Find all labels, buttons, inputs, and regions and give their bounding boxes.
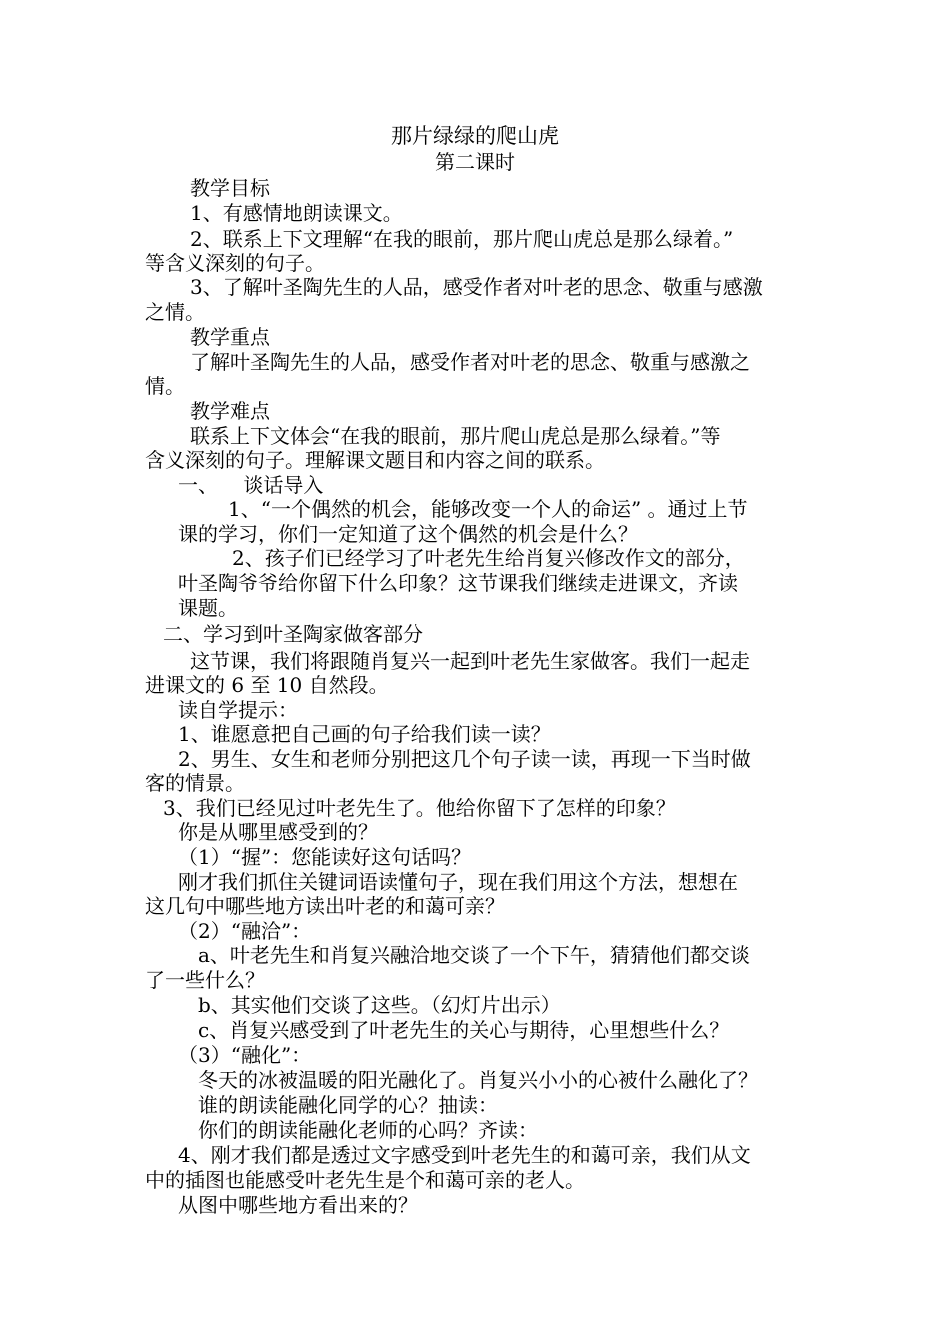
text-line: 了一些什么？ — [145, 968, 265, 992]
document-subtitle: 第二课时 — [435, 150, 515, 174]
text-line: 你是从哪里感受到的？ — [178, 820, 378, 844]
text-line: 谁的朗读能融化同学的心？抽读： — [198, 1093, 498, 1117]
text-line: （2）“融洽”： — [178, 919, 312, 943]
text-line: 叶圣陶爷爷给你留下什么印象？这节课我们继续走进课文，齐读 — [178, 571, 738, 595]
section-heading-intro: 一、 谈话导入 — [178, 473, 324, 497]
text-line: 从图中哪些地方看出来的？ — [178, 1193, 418, 1217]
text-line: 等含义深刻的句子。 — [145, 251, 325, 275]
text-line: 2、联系上下文理解“在我的眼前，那片爬山虎总是那么绿着。” — [190, 227, 734, 251]
document-title: 那片绿绿的爬山虎 — [391, 124, 559, 148]
section-heading-objectives: 教学目标 — [190, 176, 270, 200]
text-line: 这节课，我们将跟随肖复兴一起到叶老先生家做客。我们一起走 — [190, 649, 750, 673]
text-line: 中的插图也能感受叶老先生是个和蔼可亲的老人。 — [145, 1168, 585, 1192]
text-line: 这几句中哪些地方读出叶老的和蔼可亲？ — [145, 894, 505, 918]
text-line: a、叶老先生和肖复兴融洽地交谈了一个下午，猜猜他们都交谈 — [198, 943, 750, 967]
text-line: 含义深刻的句子。理解课文题目和内容之间的联系。 — [145, 448, 605, 472]
text-line: 情。 — [145, 374, 185, 398]
text-line: 1、谁愿意把自己画的句子给我们读一读？ — [178, 722, 551, 746]
text-line: 联系上下文体会“在我的眼前，那片爬山虎总是那么绿着。”等 — [190, 424, 721, 448]
text-line: c、肖复兴感受到了叶老先生的关心与期待，心里想些什么？ — [198, 1018, 730, 1042]
text-line: 2、男生、女生和老师分别把这几个句子读一读，再现一下当时做 — [178, 747, 751, 771]
text-line: 之情。 — [145, 300, 205, 324]
text-line: 读自学提示： — [178, 698, 298, 722]
text-line: （1）“握”：您能读好这句话吗？ — [178, 845, 472, 869]
section-heading-difficulties: 教学难点 — [190, 399, 270, 423]
text-line: 课题。 — [178, 596, 238, 620]
text-line: 2、孩子们已经学习了叶老先生给肖复兴修改作文的部分， — [232, 546, 745, 570]
text-line: 你们的朗读能融化老师的心吗？齐读： — [198, 1118, 538, 1142]
text-line: 客的情景。 — [145, 771, 245, 795]
text-line: 冬天的冰被温暖的阳光融化了。肖复兴小小的心被什么融化了？ — [198, 1068, 758, 1092]
text-line: 1、“一个偶然的机会，能够改变一个人的命运” 。通过上节 — [228, 497, 748, 521]
text-line: 1、有感情地朗读课文。 — [190, 201, 403, 225]
text-line: 课的学习，你们一定知道了这个偶然的机会是什么？ — [178, 522, 638, 546]
text-line: 4、刚才我们都是透过文字感受到叶老先生的和蔼可亲，我们从文 — [178, 1143, 751, 1167]
section-heading-visit: 二、学习到叶圣陶家做客部分 — [163, 622, 423, 646]
text-line: 3、了解叶圣陶先生的人品，感受作者对叶老的思念、敬重与感激 — [190, 275, 763, 299]
text-line: 了解叶圣陶先生的人品，感受作者对叶老的思念、敬重与感激之 — [190, 350, 750, 374]
text-line: 刚才我们抓住关键词语读懂句子，现在我们用这个方法，想想在 — [178, 870, 738, 894]
text-line: （3）“融化”： — [178, 1043, 312, 1067]
section-heading-key-points: 教学重点 — [190, 325, 270, 349]
text-line: 3、我们已经见过叶老先生了。他给你留下了怎样的印象？ — [163, 796, 676, 820]
text-line: b、其实他们交谈了这些。（幻灯片出示） — [198, 993, 561, 1017]
text-line: 进课文的 6 至 10 自然段。 — [145, 673, 389, 697]
